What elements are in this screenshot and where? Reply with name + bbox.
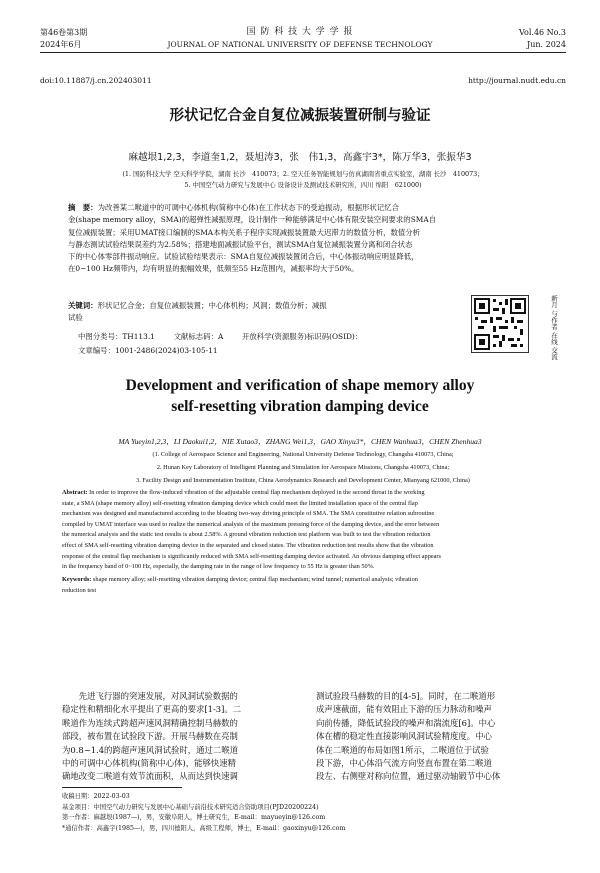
keywords-label-en: Keywords: bbox=[62, 576, 92, 583]
issue-date-en: Jun. 2024 bbox=[527, 40, 566, 49]
body-line: 为0.8~1.4的跨超声速风洞试验时，通过二喉道 bbox=[62, 744, 239, 755]
abstract-en-line: In order to improve the flow-induced vibration of the adjustable central flap mechanism deployed in the second throat in the working bbox=[89, 489, 425, 496]
body-line: 体在二喉道的布局如图1所示，二喉道位于试验 bbox=[316, 744, 489, 755]
paper-title-en-line1: Development and verification of shape memory alloy bbox=[125, 377, 475, 394]
received-date: 收稿日期：2022-03-03 bbox=[62, 793, 130, 800]
body-line: 先进飞行器的突速发展，对风洞试验数据的 bbox=[62, 691, 238, 701]
issue-date: 2024年6月 bbox=[40, 40, 82, 49]
clc-number: 中图分类号：TH113.1 bbox=[78, 332, 155, 341]
article-number: 文章编号：1001-2486(2024)03-105-11 bbox=[78, 346, 218, 355]
journal-title-cn: 国 防 科 技 大 学 学 报 bbox=[246, 27, 354, 37]
abstract-en-line: effect of SMA self-resetting vibration damping device in the separated and closed states. The vibration reduction test results show that the vibration bbox=[62, 541, 434, 549]
abstract-label-en: Abstract: bbox=[62, 489, 88, 496]
body-line: 成声速截面，能有效阻止下游的压力脉动和噪声 bbox=[316, 704, 492, 715]
body-line: 中的可调中心体机构(简称中心体)，能够快速精 bbox=[62, 758, 237, 769]
abstract-en-line: response of the central flap mechanism is significantly reduced with SMA self-resetting damping device activated. An obvious damping effect appears bbox=[62, 552, 441, 560]
affiliation-en-3: 3. Facility Design and Instrumentation Institute, China Aerodynamics Research and Development Center, Mianyang 621000, China) bbox=[136, 477, 470, 484]
keywords-cn-line: 试验 bbox=[68, 313, 83, 323]
keywords-en bbox=[62, 575, 536, 596]
abstract-en-line: mechanism was designed and manufactured according to the bloating two-way driving principle of SMA. The SMA constitutive relation subroutine bbox=[62, 510, 435, 518]
keywords-label-cn: 关键词： bbox=[68, 301, 98, 310]
affiliations-cn-line1: (1. 国防科技大学 空天科学学院，湖南 长沙 410073；2. 空天任务智能规划与仿真湖南省重点实验室，湖南 长沙 410073； bbox=[122, 170, 484, 178]
body-line: 稳定性和精细化水平提出了更高的要求[1-3]。二 bbox=[62, 704, 242, 715]
footnotes bbox=[62, 792, 562, 834]
body-line: 测试验段马赫数的目的[4-5]。同时，在二喉道形 bbox=[316, 691, 496, 701]
header-rule bbox=[40, 52, 566, 53]
qr-caption: 新月 与作者 在线 交流 bbox=[550, 295, 558, 360]
body-line: 体在槽的稳定性直接影响风洞试验精度度。中心 bbox=[316, 731, 492, 742]
classification-row bbox=[78, 331, 362, 343]
abstract-en-line: state, a SMA (shape memory alloy) self-resetting vibration damping device which could meet the limited installation space of the central flap bbox=[62, 499, 418, 507]
journal-url[interactable]: http://journal.nudt.edu.cn bbox=[468, 76, 566, 85]
paper-title-en-line2: self-resetting vibration damping device bbox=[171, 398, 429, 415]
body-line: 确地改变二喉道有效节流面积，从而达到快速调 bbox=[62, 771, 238, 782]
body-line: 向前传播，降低试验段的噪声和湍流度[6]。中心 bbox=[316, 717, 496, 728]
abstract-en bbox=[62, 488, 536, 573]
osid-label: 开放科学(资源服务)标识码(OSID)： bbox=[242, 332, 363, 341]
keywords-en-line: reduction test bbox=[62, 586, 97, 594]
abstract-label-cn: 摘 要： bbox=[68, 203, 98, 212]
fund-project: 基金项目：中国空气动力研究与发展中心基础与前沿技术研究适合资助项目(PJD20200224) bbox=[62, 803, 319, 811]
abstract-cn-line: 复位减振装置；采用UMAT接口编制的SMA本构关系子程序实现减振装置最大迟滞力的数值分析，数值分析 bbox=[68, 227, 421, 237]
body-line: 段下游，中心体沿气流方向竖直布置在第二喉道 bbox=[316, 758, 492, 769]
journal-title-en: JOURNAL OF NATIONAL UNIVERSITY OF DEFENSE TECHNOLOGY bbox=[167, 40, 433, 49]
abstract-cn-line: 下的中心体零部件振动响应。试验试验结果表示：SMA自复位减振装置闭合后，中心体振动响应明显降低， bbox=[68, 252, 419, 262]
abstract-cn-line: 在0~100 Hz频带内，均有明显的振幅效果，低频至55 Hz范围内，减振率均大于50%。 bbox=[68, 264, 359, 274]
volume-issue: 第46卷第3期 bbox=[40, 28, 88, 37]
affiliations-cn-line2: 5. 中国空气动力研究与发展中心 设备设计及测试技术研究所，四川 绵阳 621000) bbox=[184, 181, 422, 189]
keywords-cn-line: 形状记忆合金；自复位减振装置；中心体机构；风洞；数值分析；减振 bbox=[97, 301, 327, 310]
body-line: 喉道作为连续式跨超声速风洞精确控制马赫数的 bbox=[62, 717, 238, 728]
abstract-cn bbox=[68, 202, 530, 276]
doi: doi:10.11887/j.cn.202403011 bbox=[40, 76, 152, 85]
body-left-column bbox=[62, 690, 296, 784]
abstract-cn-line: 为改善某二喉道中的可调中心体机构(简称中心体)在工作状态下的受迫振动，根据形状记忆合 bbox=[97, 203, 399, 212]
authors-en: MA Yueyin1,2,3，LI Daokui1,2，NIE Xutao3，ZHANG Wei1,3，GAO Xinyu3*，CHEN Wanhua3，CHEN Zhenhua3 bbox=[118, 437, 482, 446]
abstract-en-line: in the frequency band of 0~100 Hz, especially, the damping rate in the range of low frequency to 55 Hz is greater than 50%. bbox=[62, 563, 375, 571]
paper-title-cn: 形状记忆合金自复位减振装置研制与验证 bbox=[169, 108, 431, 124]
osid-qr-code[interactable] bbox=[471, 295, 529, 353]
authors-cn: 麻越垠1,2,3，李道奎1,2，聂旭涛3，张 伟1,3，高鑫宇3*，陈万华3，张振华3 bbox=[128, 152, 472, 163]
body-right-column bbox=[316, 690, 556, 784]
footnote-rule bbox=[62, 787, 182, 788]
corresponding-author: *通信作者：高鑫宇(1985—)，男，四川德阳人，高级工程师，博士，E-mail：gaoxinyu@126.com bbox=[62, 824, 346, 832]
body-line: 段左、右侧壁对称向位置，通过驱动轴锻节中心体 bbox=[316, 771, 501, 782]
keywords-cn bbox=[68, 300, 468, 325]
qr-code-icon bbox=[472, 296, 528, 352]
body-line: 部段，被布置在试验段下游。开展马赫数在亮制 bbox=[62, 731, 238, 742]
abstract-en-line: compiled by UMAT interface was used to realize the numerical analysis of the maximum pressing force of the damping device, and the error between bbox=[62, 520, 440, 528]
affiliation-en-2: 2. Hunan Key Laboratory of Intelligent Planning and Simulation for Aerospace Missions, Changsha 410073, China; bbox=[156, 464, 450, 471]
abstract-en-line: the numerical analysis and the static test results is about 2.58%. A ground vibration reduction test platform was built to test the vibration reduction bbox=[62, 531, 431, 539]
affiliation-en-1: (1. College of Aerospace Science and Engineering, National University Defense Technology, Changsha 410073, China; bbox=[152, 451, 454, 458]
first-author: 第一作者：麻越垠(1987—)，男，安徽阜阳人，博士研究生，E-mail：mayueyin@126.com bbox=[62, 814, 326, 821]
abstract-cn-line: 与静态测试试验结果误差约为2.58%；搭建地面减振试验平台，测试SMA自复位减振装置分离和闭合状态 bbox=[68, 239, 413, 249]
document-code: 文献标志码：A bbox=[173, 332, 224, 341]
keywords-en-line: shape memory alloy; self-resetting vibration damping device; central flap mechanism; wind tunnel; numerical analysis; vibration bbox=[92, 576, 418, 583]
volume-number-en: Vol.46 No.3 bbox=[519, 28, 566, 37]
abstract-cn-line: 金(shape memory alloy，SMA)的超弹性减振原理，设计制作一种能够满足中心体有限安装空间要求的SMA自 bbox=[68, 215, 437, 225]
